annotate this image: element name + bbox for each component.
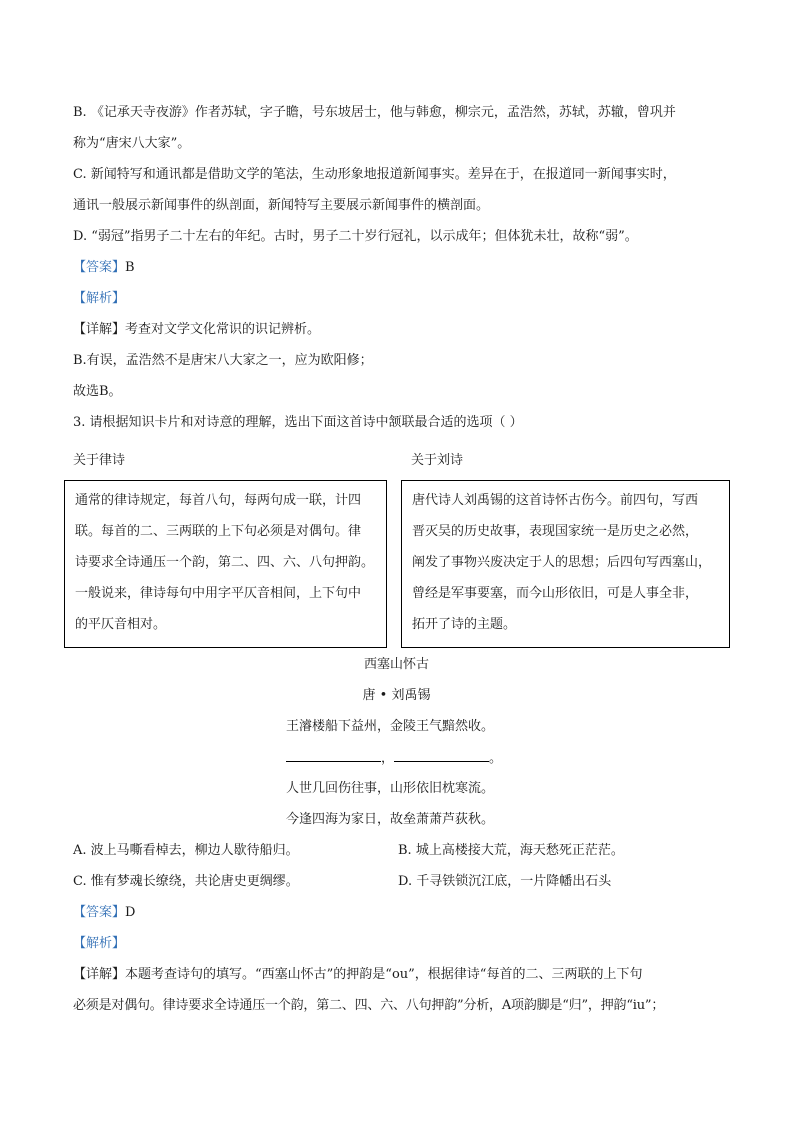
card-left-line: 通常的律诗规定，每首八句，每两句成一联，计四 [75,493,362,508]
card-right-title: 关于刘诗 [411,453,464,468]
q3-detail-line1 [73,966,642,984]
q3-option-c: C. 惟有梦魂长缭绕，共论唐史更绸缪。 [73,874,299,889]
detail-tag: 【详解】 [73,967,126,982]
card-left-line: 一般说来，律诗每句中用字平仄音相间，上下句中 [75,586,362,601]
knowledge-card-left [64,480,387,648]
q3-question: 3. 请根据知识卡片和对诗意的理解，选出下面这首诗中颔联最合适的选项（ ） [73,415,523,430]
poem-author: 唐 • 刘禹锡 [362,688,431,703]
q3-option-d: D. 千寻铁锁沉江底，一片降幡出石头 [398,874,612,889]
poem-line-3: 人世几回伤往事，山形依旧枕寒流。 [286,781,495,796]
q2-option-b-line1: B. 《记承天寺夜游》作者苏轼，字子瞻，号东坡居士，他与韩愈，柳宗元，孟浩然，苏轼，苏辙，曾巩并 [73,105,676,120]
answer-value: D [125,905,136,920]
q2-option-b-line2: 称为“唐宋八大家”。 [73,136,191,151]
poem-line-1: 王濬楼船下益州，金陵王气黯然收。 [286,719,495,734]
q2-option-c-line1: C. 新闻特写和通讯都是借助文学的笔法，生动形象地报道新闻事实。差异在于，在报道同一新闻事实时， [73,167,676,182]
answer-tag: 【答案】 [73,260,126,275]
detail-tag: 【详解】 [73,322,126,337]
answer-blank[interactable] [286,749,381,762]
card-right-line: 阐发了事物兴废决定于人的思想；后四句写西塞山， [412,555,712,570]
detail-text: 考查对文学文化常识的识记辨析。 [125,322,321,337]
q2-explain-line1: B.有误，孟浩然不是唐宋八大家之一，应为欧阳修； [73,353,373,368]
knowledge-card-right [401,480,730,648]
q2-detail [73,321,320,339]
answer-tag: 【答案】 [73,905,126,920]
poem-title: 西塞山怀古 [363,657,429,672]
blank-separator: ， [381,751,395,766]
q3-detail-line2: 必须是对偶句。律诗要求全诗通压一个韵，第二、四、六、八句押韵”分析，A项韵脚是“归”，押韵“iu”； [73,998,665,1013]
q2-analysis [73,290,125,308]
q2-explain-line2: 故选B。 [73,384,122,399]
q3-option-b: B. 城上高楼接大荒，海天愁死正茫茫。 [398,843,624,858]
card-right-line: 唐代诗人刘禹锡的这首诗怀古伤今。前四句，写西 [412,493,699,508]
card-right-line: 拓开了诗的主题。 [412,617,517,632]
card-left-line: 联。每首的二、三两联的上下句必须是对偶句。律 [75,524,362,539]
card-left-line: 的平仄音相对。 [75,617,167,632]
card-right-line: 曾经是军事要塞，而今山形依旧，可是人事全非， [412,586,699,601]
q2-option-c-line2: 通讯一般展示新闻事件的纵剖面，新闻特写主要展示新闻事件的横剖面。 [73,198,490,213]
q3-answer [73,904,135,922]
q2-option-d: D. “弱冠”指男子二十左右的年纪。古时，男子二十岁行冠礼，以示成年；但体犹未壮，故称“弱”。 [73,229,638,244]
card-left-title: 关于律诗 [73,453,126,468]
answer-blank[interactable] [394,749,489,762]
q2-answer [73,259,135,277]
poem-blank-line [286,749,502,768]
q3-analysis [73,935,125,953]
blank-separator: 。 [489,751,503,766]
poem-line-4: 今逢四海为家日，故垒萧萧芦荻秋。 [286,812,495,827]
analysis-tag: 【解析】 [73,291,126,306]
q3-option-a: A. 波上马嘶看棹去，柳边人歇待船归。 [73,843,299,858]
card-right-line: 晋灭吴的历史故事，表现国家统一是历史之必然， [412,524,699,539]
analysis-tag: 【解析】 [73,936,126,951]
detail-text: 本题考查诗句的填写。“西塞山怀古”的押韵是“ou”，根据律诗“每首的二、三两联的上下句 [125,967,643,982]
card-left-line: 诗要求全诗通压一个韵，第二、四、六、八句押韵。 [75,555,375,570]
answer-value: B [125,260,135,275]
